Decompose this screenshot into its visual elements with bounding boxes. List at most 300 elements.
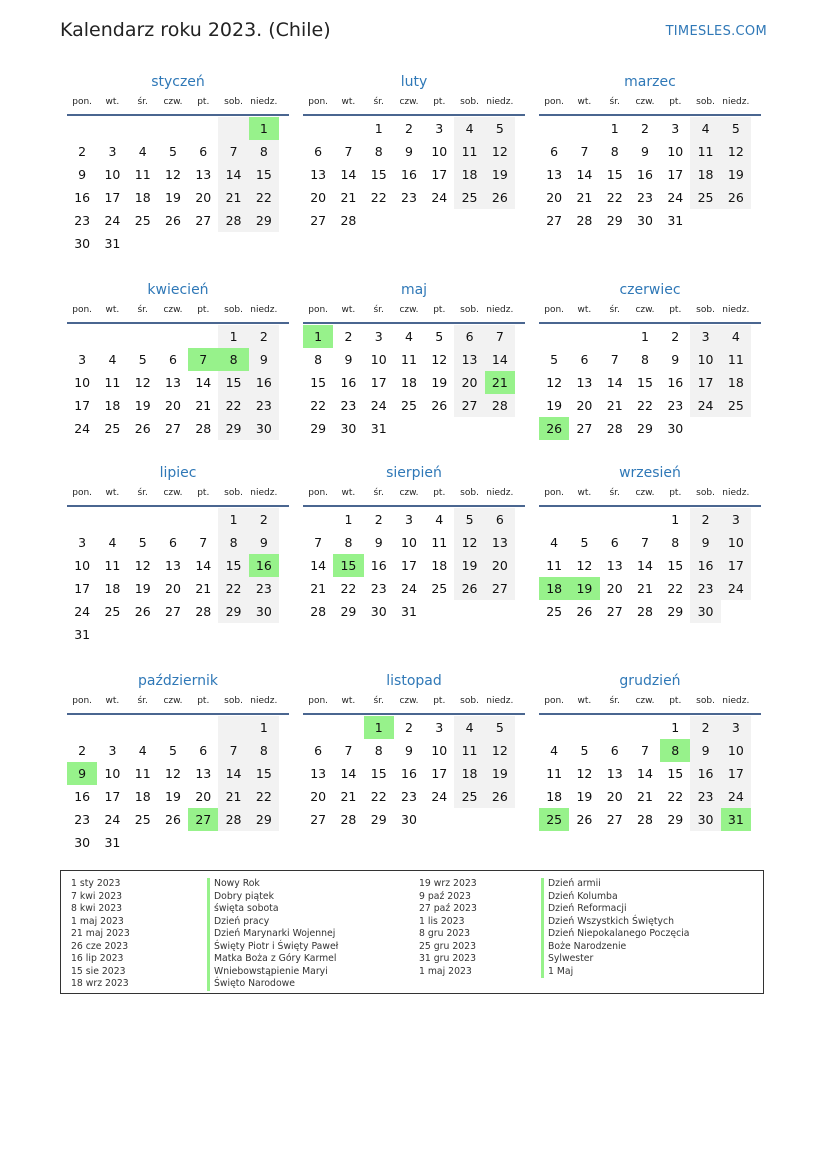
- day-cell: 6: [199, 743, 208, 758]
- day-cell: 17: [74, 581, 91, 596]
- header-rule: [303, 505, 525, 507]
- day-cell: 9: [344, 352, 353, 367]
- weekday-label: sob.: [696, 305, 715, 315]
- day-cell: 2: [344, 329, 353, 344]
- day-cell: 21: [637, 789, 653, 804]
- day-cell: 15: [370, 167, 387, 182]
- day-cell: 18: [134, 789, 151, 804]
- day-cell: 19: [546, 398, 563, 413]
- day-cell: 21: [576, 190, 593, 205]
- weekday-label: wt.: [105, 97, 120, 107]
- day-cell: 4: [435, 512, 444, 527]
- weekday-label: sob.: [696, 488, 715, 498]
- day-cell: 6: [169, 535, 177, 550]
- day-cell: 30: [637, 213, 653, 228]
- day-cell: 3: [721, 716, 751, 739]
- month-4: [67, 280, 289, 440]
- empty-cell: [249, 232, 279, 255]
- month-name: grudzień: [619, 673, 681, 689]
- day-cell: 8: [374, 144, 383, 159]
- day-cell: 8: [218, 348, 248, 371]
- day-cell: 19: [569, 577, 599, 600]
- day-cell: 13: [485, 531, 515, 554]
- day-grid: [539, 508, 761, 623]
- legend-holiday-name: Dzień Niepokalanego Poczęcia: [541, 928, 689, 941]
- weekday-label: pon.: [544, 305, 565, 315]
- day-cell: 21: [606, 398, 623, 413]
- day-cell: 15: [218, 371, 248, 394]
- day-cell: 18: [104, 398, 121, 413]
- day-cell: 24: [370, 398, 387, 413]
- day-cell: 17: [401, 558, 417, 573]
- weekday-label: pon.: [72, 488, 93, 498]
- day-cell: 14: [606, 375, 623, 390]
- day-cell: 4: [454, 716, 484, 739]
- day-cell: 12: [576, 766, 593, 781]
- weekday-label: pon.: [72, 305, 93, 315]
- day-cell: 27: [188, 808, 218, 831]
- weekday-header: [67, 304, 289, 322]
- day-cell: 1: [303, 325, 333, 348]
- day-cell: 20: [310, 789, 327, 804]
- day-cell: 12: [431, 352, 448, 367]
- day-cell: 1: [249, 117, 279, 140]
- day-cell: 27: [310, 213, 327, 228]
- day-cell: 31: [104, 835, 121, 850]
- weekday-label: niedz.: [722, 97, 750, 107]
- day-cell: 13: [606, 766, 623, 781]
- day-cell: 12: [165, 167, 181, 182]
- empty-cell: [67, 716, 97, 739]
- legend-holiday-name: Sylwester: [541, 953, 689, 966]
- legend-holiday-name: Dzień Kolumba: [541, 891, 689, 904]
- day-cell: 17: [431, 766, 448, 781]
- legend-date: 27 paź 2023: [419, 903, 477, 914]
- day-cell: 19: [431, 375, 448, 390]
- weekday-label: czw.: [399, 97, 419, 107]
- day-cell: 3: [435, 720, 444, 735]
- day-cell: 24: [431, 789, 448, 804]
- day-cell: 7: [218, 739, 248, 762]
- day-cell: 11: [454, 140, 484, 163]
- day-cell: 6: [314, 144, 323, 159]
- day-cell: 8: [610, 144, 619, 159]
- day-grid: [539, 716, 761, 831]
- day-cell: 30: [370, 604, 387, 619]
- day-cell: 21: [637, 581, 653, 596]
- day-cell: 16: [690, 762, 720, 785]
- day-cell: 6: [199, 144, 208, 159]
- empty-cell: [424, 209, 454, 232]
- day-cell: 24: [74, 604, 91, 619]
- day-cell: 5: [169, 743, 177, 758]
- day-cell: 8: [641, 352, 649, 367]
- day-cell: 25: [454, 186, 484, 209]
- weekday-label: czw.: [399, 696, 419, 706]
- day-cell: 6: [610, 535, 619, 550]
- day-cell: 22: [637, 398, 653, 413]
- day-cell: 17: [721, 762, 751, 785]
- day-cell: 1: [364, 716, 394, 739]
- weekday-header: [67, 96, 289, 114]
- empty-cell: [218, 117, 248, 140]
- month-name: listopad: [386, 673, 442, 689]
- month-12: [539, 671, 761, 831]
- day-cell: 27: [546, 213, 563, 228]
- day-cell: 28: [195, 421, 212, 436]
- weekday-label: pon.: [308, 305, 329, 315]
- day-cell: 21: [195, 581, 212, 596]
- day-cell: 3: [78, 352, 87, 367]
- weekday-label: sob.: [696, 97, 715, 107]
- day-cell: 11: [721, 348, 751, 371]
- empty-cell: [424, 808, 454, 831]
- header-rule: [67, 114, 289, 116]
- weekday-label: pt.: [197, 696, 210, 706]
- day-cell: 11: [690, 140, 720, 163]
- empty-cell: [218, 232, 248, 255]
- day-cell: 21: [195, 398, 212, 413]
- day-cell: 31: [370, 421, 387, 436]
- empty-cell: [569, 508, 599, 531]
- day-cell: 1: [671, 512, 680, 527]
- day-cell: 24: [104, 213, 121, 228]
- weekday-label: śr.: [373, 696, 384, 706]
- weekday-label: czw.: [163, 305, 183, 315]
- day-cell: 1: [610, 121, 619, 136]
- month-1: [67, 72, 289, 255]
- day-cell: 8: [249, 140, 279, 163]
- weekday-header: [539, 487, 761, 505]
- day-cell: 19: [485, 762, 515, 785]
- day-cell: 2: [249, 508, 279, 531]
- day-cell: 3: [374, 329, 383, 344]
- empty-cell: [303, 716, 333, 739]
- day-cell: 7: [218, 140, 248, 163]
- day-cell: 5: [550, 352, 559, 367]
- legend-holiday-name: święta sobota: [207, 903, 338, 916]
- day-cell: 28: [218, 209, 248, 232]
- day-cell: 13: [546, 167, 563, 182]
- day-cell: 23: [370, 581, 387, 596]
- day-cell: 27: [454, 394, 484, 417]
- day-cell: 2: [78, 743, 87, 758]
- day-cell: 4: [108, 352, 117, 367]
- day-cell: 6: [454, 325, 484, 348]
- weekday-label: sob.: [696, 696, 715, 706]
- weekday-label: pt.: [669, 305, 682, 315]
- day-cell: 29: [218, 417, 248, 440]
- day-cell: 31: [104, 236, 121, 251]
- day-cell: 3: [690, 325, 720, 348]
- day-cell: 30: [667, 421, 684, 436]
- weekday-label: śr.: [373, 97, 384, 107]
- day-cell: 11: [134, 766, 151, 781]
- day-cell: 6: [580, 352, 589, 367]
- month-10: [67, 671, 289, 854]
- day-cell: 16: [74, 789, 91, 804]
- weekday-label: pt.: [197, 488, 210, 498]
- day-cell: 5: [435, 329, 444, 344]
- day-cell: 1: [249, 716, 279, 739]
- day-cell: 11: [401, 352, 417, 367]
- day-cell: 7: [344, 743, 353, 758]
- day-cell: 5: [580, 743, 589, 758]
- day-grid: [539, 117, 761, 232]
- day-cell: 9: [405, 144, 413, 159]
- weekday-label: niedz.: [486, 696, 514, 706]
- day-cell: 9: [249, 348, 279, 371]
- day-cell: 13: [310, 167, 327, 182]
- legend-dates-col-2: [419, 878, 477, 978]
- legend-date: 25 gru 2023: [419, 940, 477, 952]
- day-cell: 8: [374, 743, 383, 758]
- weekday-label: niedz.: [250, 97, 278, 107]
- day-cell: 19: [134, 581, 151, 596]
- day-cell: 29: [667, 812, 684, 827]
- empty-cell: [394, 209, 424, 232]
- day-cell: 31: [74, 627, 91, 642]
- day-cell: 13: [606, 558, 623, 573]
- empty-cell: [454, 417, 484, 440]
- day-cell: 14: [218, 163, 248, 186]
- day-cell: 18: [546, 789, 563, 804]
- day-cell: 22: [218, 394, 248, 417]
- day-cell: 10: [690, 348, 720, 371]
- day-cell: 28: [195, 604, 212, 619]
- day-cell: 2: [405, 121, 413, 136]
- weekday-label: pon.: [308, 488, 329, 498]
- weekday-header: [303, 96, 525, 114]
- legend-date: 16 lip 2023: [71, 953, 124, 964]
- day-cell: 7: [485, 325, 515, 348]
- day-cell: 10: [431, 743, 448, 758]
- day-cell: 20: [165, 581, 181, 596]
- weekday-label: pt.: [197, 305, 210, 315]
- empty-cell: [539, 325, 569, 348]
- day-cell: 23: [249, 394, 279, 417]
- day-cell: 14: [340, 167, 357, 182]
- day-cell: 15: [249, 762, 279, 785]
- header-rule: [539, 713, 761, 715]
- day-cell: 30: [249, 417, 279, 440]
- weekday-label: niedz.: [250, 488, 278, 498]
- month-name: maj: [400, 282, 428, 298]
- weekday-label: niedz.: [486, 488, 514, 498]
- day-cell: 19: [165, 190, 181, 205]
- day-cell: 20: [310, 190, 327, 205]
- day-cell: 16: [340, 375, 357, 390]
- weekday-label: pon.: [308, 696, 329, 706]
- header-rule: [539, 114, 761, 116]
- empty-cell: [333, 117, 363, 140]
- weekday-label: pt.: [433, 97, 446, 107]
- weekday-label: wt.: [341, 488, 356, 498]
- day-cell: 10: [104, 167, 121, 182]
- day-cell: 13: [310, 766, 327, 781]
- legend-date: 7 kwi 2023: [71, 890, 123, 902]
- legend-holiday-name: Dzień Wszystkich Świętych: [541, 916, 689, 929]
- day-cell: 10: [370, 352, 387, 367]
- empty-cell: [128, 508, 158, 531]
- day-cell: 1: [218, 325, 248, 348]
- day-cell: 2: [690, 508, 720, 531]
- empty-cell: [128, 831, 158, 854]
- day-cell: 8: [218, 531, 248, 554]
- day-cell: 21: [310, 581, 327, 596]
- month-11: [303, 671, 525, 831]
- empty-cell: [424, 600, 454, 623]
- header-rule: [67, 505, 289, 507]
- day-cell: 22: [606, 190, 623, 205]
- day-cell: 4: [690, 117, 720, 140]
- weekday-label: niedz.: [250, 305, 278, 315]
- day-cell: 11: [104, 558, 121, 573]
- empty-cell: [67, 117, 97, 140]
- empty-cell: [158, 508, 188, 531]
- empty-cell: [97, 716, 127, 739]
- month-9: [539, 463, 761, 623]
- day-cell: 2: [690, 716, 720, 739]
- day-cell: 9: [690, 531, 720, 554]
- empty-cell: [485, 417, 515, 440]
- day-cell: 14: [310, 558, 327, 573]
- day-cell: 24: [74, 421, 91, 436]
- day-cell: 13: [195, 167, 212, 182]
- day-cell: 10: [74, 558, 91, 573]
- day-cell: 22: [667, 789, 684, 804]
- day-cell: 25: [104, 604, 121, 619]
- empty-cell: [630, 716, 660, 739]
- empty-cell: [721, 417, 751, 440]
- legend-holiday-name: Dzień armii: [541, 878, 689, 891]
- day-cell: 17: [104, 789, 121, 804]
- day-cell: 22: [667, 581, 684, 596]
- legend-holiday-name: 1 Maj: [541, 966, 689, 979]
- day-cell: 23: [690, 577, 720, 600]
- empty-cell: [569, 117, 599, 140]
- day-grid: [67, 325, 289, 440]
- day-cell: 18: [401, 375, 417, 390]
- day-cell: 3: [78, 535, 87, 550]
- weekday-label: niedz.: [486, 305, 514, 315]
- empty-cell: [600, 716, 630, 739]
- empty-cell: [158, 623, 188, 646]
- day-cell: 3: [721, 508, 751, 531]
- weekday-label: pt.: [433, 696, 446, 706]
- day-cell: 22: [370, 789, 387, 804]
- day-cell: 27: [165, 421, 181, 436]
- day-cell: 24: [721, 577, 751, 600]
- legend-date: 8 gru 2023: [419, 928, 471, 939]
- day-cell: 30: [340, 421, 357, 436]
- empty-cell: [67, 508, 97, 531]
- day-cell: 26: [721, 186, 751, 209]
- weekday-label: czw.: [163, 696, 183, 706]
- weekday-label: śr.: [609, 696, 620, 706]
- day-cell: 21: [340, 789, 357, 804]
- empty-cell: [690, 417, 720, 440]
- day-cell: 4: [108, 535, 117, 550]
- day-cell: 12: [134, 375, 151, 390]
- day-cell: 20: [576, 398, 593, 413]
- brand-link[interactable]: TIMESLES.COM: [665, 24, 767, 39]
- legend-dates-col-1: [71, 878, 130, 991]
- day-cell: 3: [405, 512, 413, 527]
- day-cell: 9: [249, 531, 279, 554]
- day-cell: 20: [606, 789, 623, 804]
- legend-date: 18 wrz 2023: [71, 978, 129, 989]
- day-cell: 29: [218, 600, 248, 623]
- weekday-label: śr.: [137, 696, 148, 706]
- day-cell: 15: [637, 375, 653, 390]
- day-cell: 2: [641, 121, 649, 136]
- day-cell: 28: [218, 808, 248, 831]
- day-cell: 8: [314, 352, 323, 367]
- month-3: [539, 72, 761, 232]
- day-cell: 22: [218, 577, 248, 600]
- weekday-label: śr.: [137, 305, 148, 315]
- day-cell: 6: [169, 352, 177, 367]
- day-cell: 30: [74, 835, 91, 850]
- empty-cell: [721, 209, 751, 232]
- day-cell: 15: [606, 167, 623, 182]
- month-name: sierpień: [386, 465, 442, 481]
- weekday-label: pt.: [669, 696, 682, 706]
- day-cell: 16: [401, 766, 417, 781]
- empty-cell: [218, 831, 248, 854]
- day-cell: 25: [401, 398, 417, 413]
- empty-cell: [303, 508, 333, 531]
- day-cell: 31: [401, 604, 417, 619]
- empty-cell: [128, 117, 158, 140]
- day-cell: 5: [485, 117, 515, 140]
- day-cell: 18: [690, 163, 720, 186]
- day-cell: 7: [314, 535, 323, 550]
- month-name: wrzesień: [619, 465, 681, 481]
- day-cell: 8: [660, 739, 690, 762]
- weekday-label: sob.: [460, 97, 479, 107]
- empty-cell: [485, 808, 515, 831]
- day-cell: 15: [333, 554, 363, 577]
- day-cell: 19: [576, 789, 593, 804]
- header-rule: [303, 713, 525, 715]
- empty-cell: [188, 508, 218, 531]
- empty-cell: [158, 325, 188, 348]
- legend-holiday-name: Wniebowstąpienie Maryi: [207, 966, 338, 979]
- day-cell: 9: [78, 167, 87, 182]
- day-cell: 7: [344, 144, 353, 159]
- day-cell: 24: [667, 190, 684, 205]
- day-cell: 2: [405, 720, 413, 735]
- day-cell: 26: [134, 604, 151, 619]
- day-cell: 18: [539, 577, 569, 600]
- empty-cell: [158, 716, 188, 739]
- weekday-label: czw.: [635, 97, 655, 107]
- legend-date: 1 maj 2023: [71, 915, 124, 927]
- empty-cell: [600, 508, 630, 531]
- day-cell: 20: [606, 581, 623, 596]
- empty-cell: [569, 716, 599, 739]
- day-cell: 10: [104, 766, 121, 781]
- day-cell: 10: [721, 531, 751, 554]
- day-cell: 15: [249, 163, 279, 186]
- legend-holiday-name: Dzień Reformacji: [541, 903, 689, 916]
- weekday-label: sob.: [460, 696, 479, 706]
- legend-holiday-name: Święto Narodowe: [207, 978, 338, 991]
- day-cell: 23: [690, 785, 720, 808]
- weekday-label: sob.: [460, 305, 479, 315]
